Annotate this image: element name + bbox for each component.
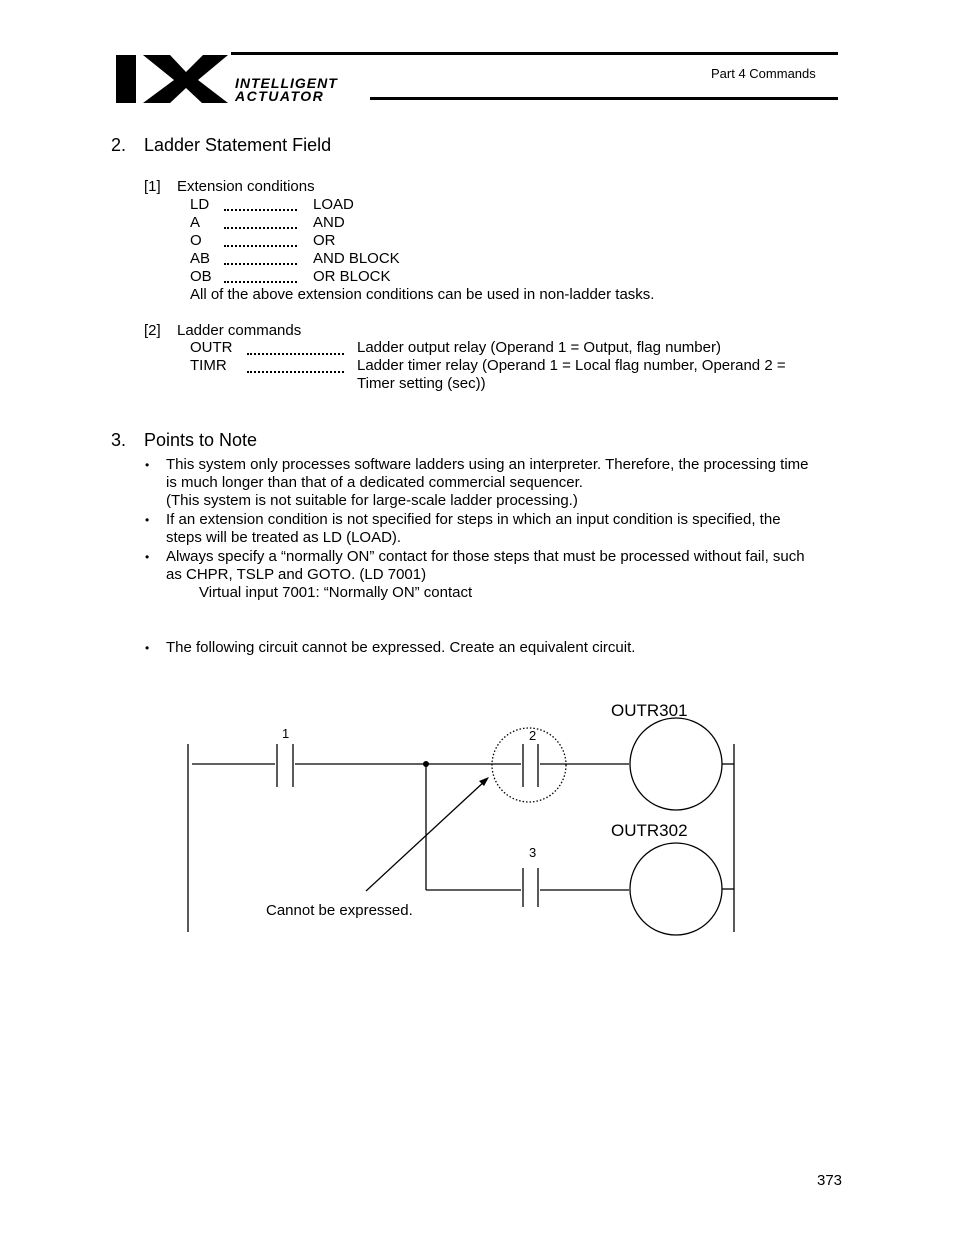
- sub2-title: Ladder commands: [177, 322, 302, 339]
- contact3-label: 3: [529, 845, 537, 860]
- logo-text-line1: INTELLIGENT: [235, 75, 338, 91]
- page-number: 373: [817, 1172, 843, 1189]
- point-text: Always specify a “normally ON” contact for those steps that must be processed without fail, such: [166, 548, 805, 565]
- ext-code: O: [190, 232, 202, 249]
- point-text: The following circuit cannot be expressed. Create an equivalent circuit.: [166, 639, 636, 656]
- sub1-title: Extension conditions: [177, 178, 315, 195]
- ext-desc: OR BLOCK: [313, 268, 391, 285]
- coil-outr301: [630, 718, 722, 810]
- cmd-code: TIMR: [190, 357, 227, 374]
- section2-title: Ladder Statement Field: [144, 135, 332, 155]
- coil1-label: OUTR301: [611, 701, 688, 720]
- ext-desc: AND: [313, 214, 345, 231]
- point-text: (This system is not suitable for large-scale ladder processing.): [166, 492, 578, 509]
- ext-desc: LOAD: [313, 196, 354, 213]
- contact2-label: 2: [529, 728, 537, 743]
- ext-code: OB: [190, 268, 212, 285]
- cmd-desc: Ladder timer relay (Operand 1 = Local flag number, Operand 2 =: [357, 357, 786, 374]
- cmd-desc: Ladder output relay (Operand 1 = Output, flag number): [357, 339, 721, 356]
- ext-desc: AND BLOCK: [313, 250, 400, 267]
- ext-code: A: [190, 214, 201, 231]
- junction-dot: [423, 761, 429, 767]
- contact1-label: 1: [282, 726, 290, 741]
- point-text: If an extension condition is not specified for steps in which an input condition is specified, the: [166, 511, 781, 528]
- bullet-mark: •: [145, 458, 150, 472]
- ext-code: LD: [190, 196, 210, 213]
- extension-note: All of the above extension conditions can be used in non-ladder tasks.: [190, 286, 655, 303]
- coil-outr302: [630, 843, 722, 935]
- annotation-text: Cannot be expressed.: [266, 902, 413, 919]
- sub2-number: [2]: [144, 322, 161, 339]
- bullet-mark: •: [145, 550, 150, 564]
- logo-text-line2: ACTUATOR: [235, 88, 325, 104]
- sub1-number: [1]: [144, 178, 161, 195]
- bullet-mark: •: [145, 513, 150, 527]
- cmd-code: OUTR: [190, 339, 233, 356]
- section3-title: Points to Note: [144, 430, 258, 450]
- point-text: as CHPR, TSLP and GOTO. (LD 7001): [166, 566, 427, 583]
- point-text: This system only processes software ladders using an interpreter. Therefore, the processing time: [166, 456, 809, 473]
- cmd-desc-cont: Timer setting (sec)): [357, 375, 486, 392]
- point-text: is much longer than that of a dedicated commercial sequencer.: [166, 474, 583, 491]
- section3-number: 3.: [111, 430, 127, 450]
- indent-note: Virtual input 7001: “Normally ON” contact: [199, 584, 473, 601]
- header-section-label: Part 4 Commands: [711, 66, 816, 81]
- coil2-label: OUTR302: [611, 821, 688, 840]
- section2-number: 2.: [111, 135, 127, 155]
- ext-code: AB: [190, 250, 211, 267]
- ext-desc: OR: [313, 232, 336, 249]
- point-text: steps will be treated as LD (LOAD).: [166, 529, 402, 546]
- bullet-mark: •: [145, 641, 150, 655]
